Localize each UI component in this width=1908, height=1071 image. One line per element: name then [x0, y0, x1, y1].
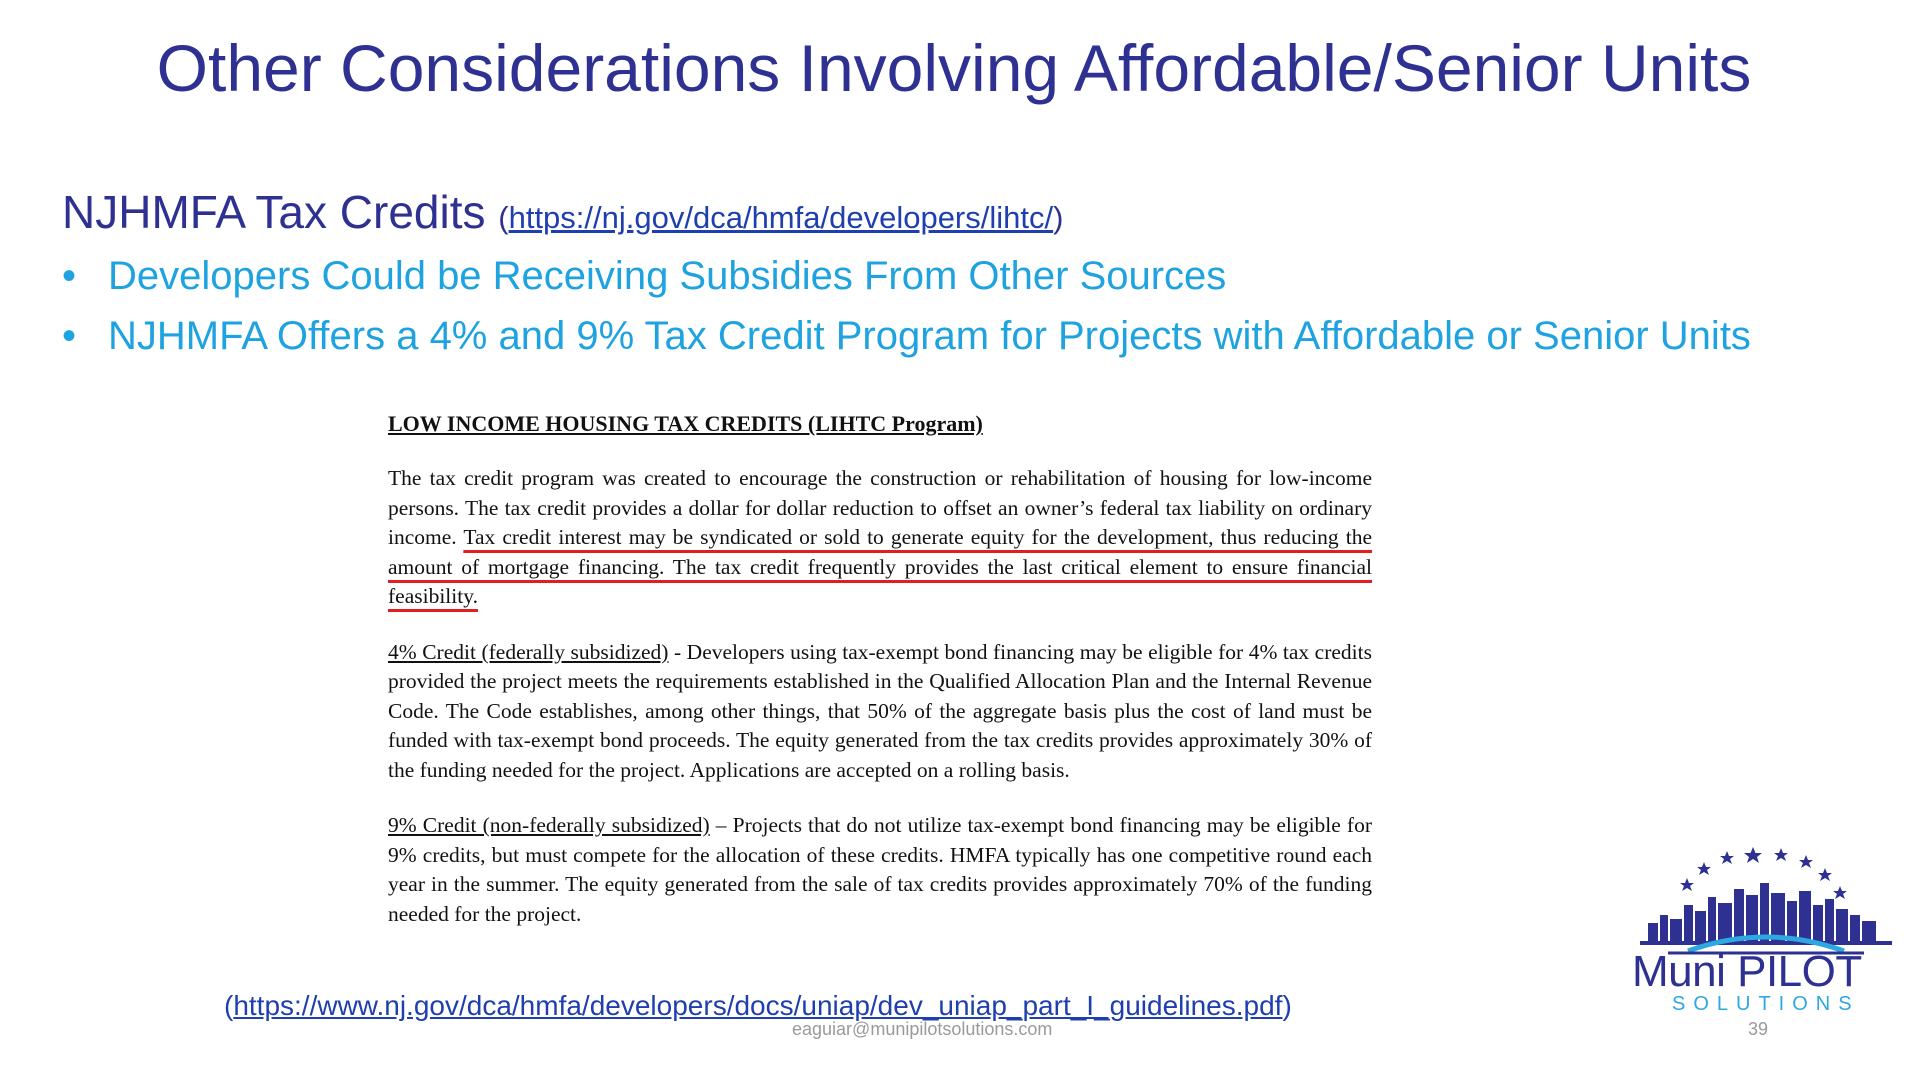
- bullet-text: NJHMFA Offers a 4% and 9% Tax Credit Program for Projects with Affordable or Senior Units: [108, 314, 1751, 358]
- bullet-marker: •: [62, 314, 77, 358]
- nine-percent-credit-text: – Projects that do not utilize tax-exempt bond financing may be eligible for 9% credits, but must compete for the allocation of these credits. HMFA typically has one competitive round each year in the summer. The equity generated from the sale of tax credits provides approximately 70% of the funding needed for the project.: [388, 813, 1372, 926]
- subheading: [62, 185, 1063, 239]
- p1-plain-text: The tax credit program was created to encourage the construction or rehabilitation of housing for low-income persons. The tax credit provides a dollar for dollar reduction to offset an owner’s federal tax liability on ordinary income.: [388, 466, 1372, 549]
- four-percent-credit-text: - Developers using tax-exempt bond financing may be eligible for 4% tax credits provided the project meets the requirements established in the Qualified Allocation Plan and the Internal Revenue Code. The Code establishes, among other things, that 50% of the aggregate basis plus the cost of land must be funded with tax-exempt bond proceeds. The equity generated from the tax credits provides approximately 30% of the funding needed for the project. Applications are accepted on a rolling basis.: [388, 639, 1372, 782]
- highlighted-text: Tax credit interest may be syndicated or sold to generate equity for the development, thus reducing the amount of mortgage financing. The tax credit frequently provides the last critical element to ensure financial feasibility.: [388, 525, 1372, 608]
- muni-pilot-logo: [1628, 845, 1904, 1015]
- excerpt-paragraph-1: [388, 464, 1372, 612]
- source-link-group: [224, 990, 1292, 1022]
- footer-email: eaguiar@munipilotsolutions.com: [792, 1019, 1053, 1039]
- logo-sub-text: SOLUTIONS: [1672, 993, 1860, 1015]
- lihtc-link[interactable]: https://nj.gov/dca/hmfa/developers/lihtc/: [508, 200, 1054, 235]
- paren-open: (: [498, 200, 509, 235]
- document-excerpt: [388, 410, 1372, 955]
- subheading-link-group: [498, 200, 1063, 235]
- excerpt-paragraph-3: [388, 811, 1372, 929]
- excerpt-heading: LOW INCOME HOUSING TAX CREDITS (LIHTC Program): [388, 411, 983, 436]
- paren-open: (: [224, 990, 234, 1021]
- bullet-text: Developers Could be Receiving Subsidies From Other Sources: [108, 254, 1227, 298]
- bullet-marker: •: [62, 254, 77, 298]
- skyline-logo-icon: [1628, 845, 1904, 955]
- nine-percent-credit-label: 9% Credit (non-federally subsidized): [388, 813, 710, 837]
- slide-title: Other Considerations Involving Affordable/Senior Units: [156, 31, 1752, 105]
- excerpt-paragraph-2: [388, 638, 1372, 786]
- four-percent-credit-label: 4% Credit (federally subsidized): [388, 639, 669, 664]
- bullet-item: [62, 254, 1226, 299]
- paren-close: ): [1282, 990, 1292, 1021]
- logo-main-text: Muni PILOT: [1632, 947, 1862, 996]
- subheading-text: NJHMFA Tax Credits: [62, 186, 486, 238]
- guidelines-pdf-link[interactable]: https://www.nj.gov/dca/hmfa/developers/docs/uniap/dev_uniap_part_I_guidelines.pdf: [233, 990, 1283, 1021]
- paren-close: ): [1053, 200, 1064, 235]
- bullet-item: [62, 314, 1751, 359]
- page-number: 39: [1748, 1019, 1769, 1039]
